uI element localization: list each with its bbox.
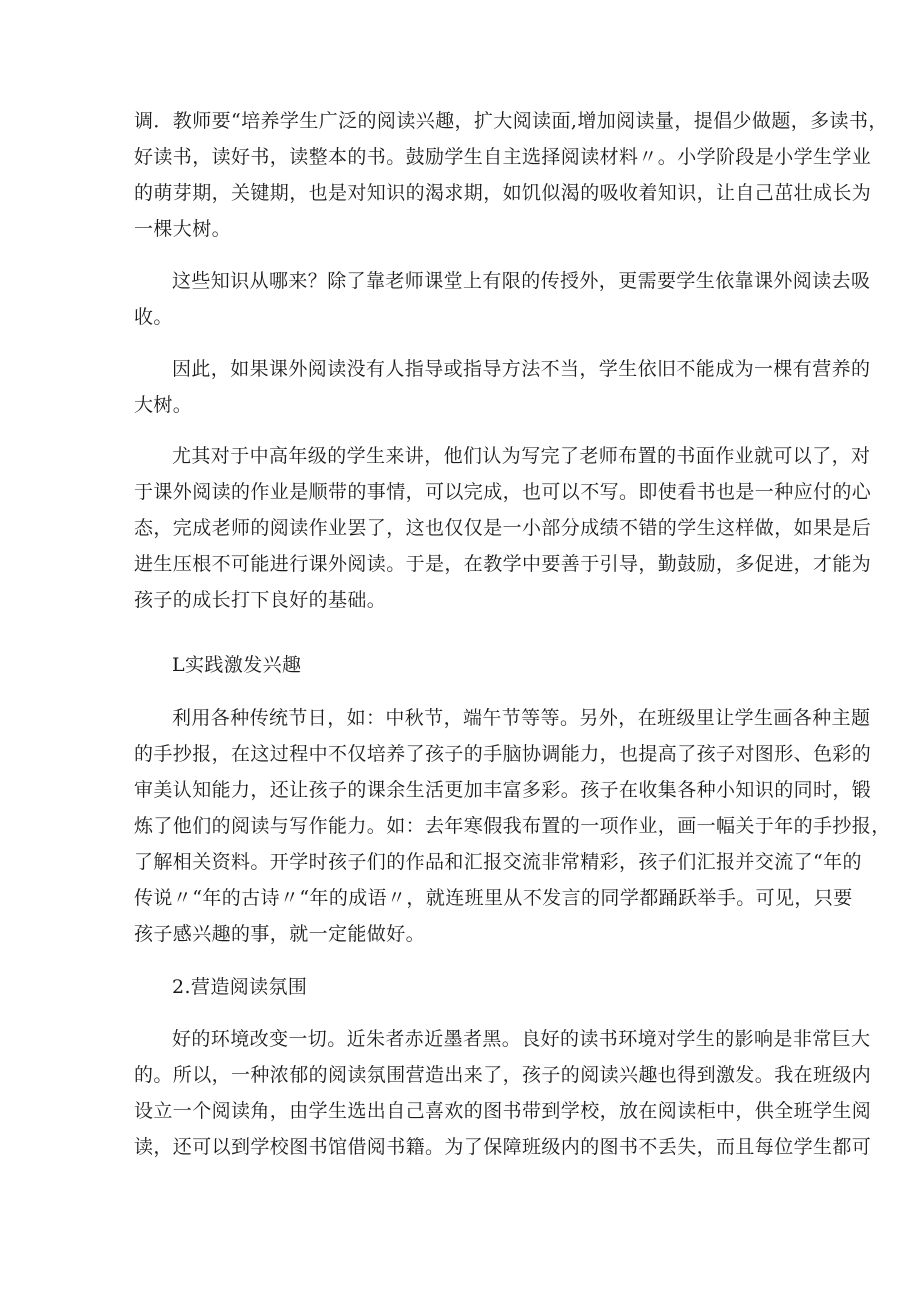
text-line: 的。所以，一种浓郁的阅读氛围营造出来了，孩子的阅读兴趣也得到激发。我在班级内	[134, 1064, 872, 1086]
text-line: 的萌芽期，关键期，也是对知识的渴求期，如饥似渴的吸收着知识，让自己茁壮成长为	[134, 182, 872, 204]
text-line: 设立一个阅读角，由学生选出自己喜欢的图书带到学校，放在阅读柜中，供全班学生阅	[134, 1100, 872, 1122]
text-line: 好读书，读好书，读整本的书。鼓励学生自主选择阅读材料〃。小学阶段是小学生学业	[134, 146, 872, 168]
text-line: 尤其对于中高年级的学生来讲，他们认为写完了老师布置的书面作业就可以了，对	[172, 445, 871, 467]
text-line: 于课外阅读的作业是顺带的事情，可以完成，也可以不写。即使看书也是一种应付的心	[134, 481, 872, 503]
text-line: 收。	[134, 306, 173, 328]
text-line: 因此，如果课外阅读没有人指导或指导方法不当，学生依旧不能成为一棵有营养的	[172, 358, 871, 380]
section-2-body	[134, 1021, 872, 1165]
paragraph-2	[134, 263, 871, 335]
text-line: 传说〃“年的古诗〃“年的成语〃，就连班里从不发言的同学都踊跃举手。可见，只要	[134, 887, 853, 909]
text-line: 了解相关资料。开学时孩子们的作品和汇报交流非常精彩，孩子们汇报并交流了“年的	[134, 851, 862, 873]
text-line: 孩子的成长打下良好的基础。	[134, 589, 387, 611]
text-line: 利用各种传统节日，如：中秋节，端午节等等。另外，在班级里让学生画各种主题	[172, 707, 871, 729]
text-line: 这些知识从哪来？除了靠老师课堂上有限的传授外，更需要学生依靠课外阅读去吸	[172, 270, 871, 292]
text-line: 好的环境改变一切。近朱者赤近墨者黑。良好的读书环境对学生的影响是非常巨大	[172, 1028, 871, 1050]
text-line: 孩子感兴趣的事，就一定能做好。	[134, 923, 426, 945]
paragraph-4	[134, 438, 872, 618]
text-line: 审美认知能力，还让孩子的课余生活更加丰富多彩。孩子在收集各种小知识的同时，锻	[134, 779, 872, 801]
paragraph-3	[134, 351, 871, 423]
section-heading-1: L实践激发兴趣	[172, 654, 302, 676]
text-line: 的手抄报，在这过程中不仅培养了孩子的手脑协调能力，也提高了孩子对图形、色彩的	[134, 743, 872, 765]
text-line: 态，完成老师的阅读作业罢了，这也仅仅是一小部分成绩不错的学生这样做，如果是后	[134, 517, 872, 539]
text-line: 调．教师要“培养学生广泛的阅读兴趣，扩大阅读面,增加阅读量，提倡少做题，多读书，	[134, 110, 888, 132]
paragraph-1	[134, 103, 888, 247]
text-line: 进生压根不可能进行课外阅读。于是，在教学中要善于引导，勤鼓励，多促进，才能为	[134, 553, 872, 575]
text-line: 读，还可以到学校图书馆借阅书籍。为了保障班级内的图书不丢失，而且每位学生都可	[134, 1136, 872, 1158]
text-line: 大树。	[134, 394, 193, 416]
text-line: 炼了他们的阅读与写作能力。如：去年寒假我布置的一项作业，画一幅关于年的手抄报，	[134, 815, 891, 837]
section-heading-2: 2.营造阅读氛围	[172, 976, 308, 998]
text-line: 一棵大树。	[134, 218, 232, 240]
section-1-body	[134, 700, 891, 952]
